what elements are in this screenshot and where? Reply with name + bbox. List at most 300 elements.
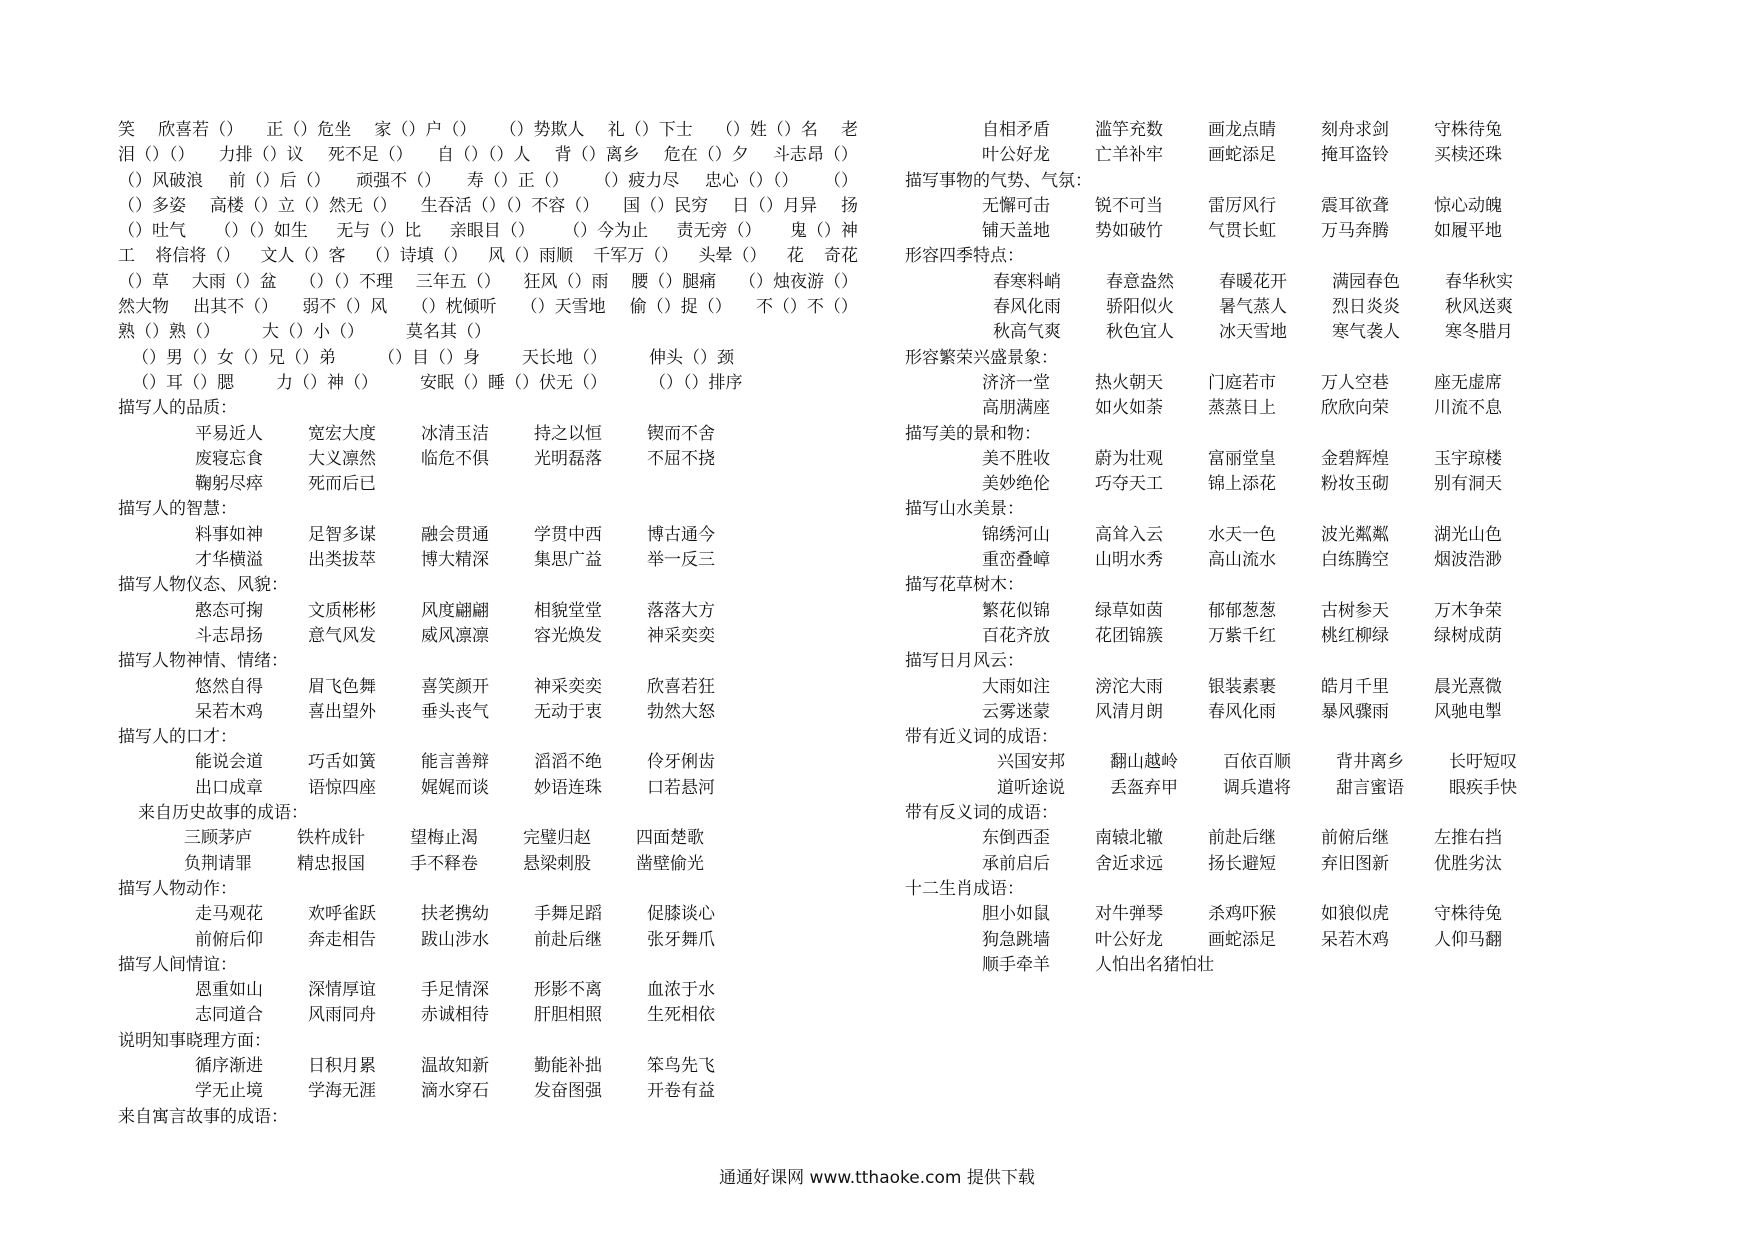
idiom-row	[118, 422, 858, 447]
idiom: 刻舟求剑	[1321, 120, 1389, 140]
idiom: 舍近求远	[1095, 853, 1163, 874]
section-heading: 带有近义词的成语：	[905, 727, 1058, 748]
idiom: 风驰电掣	[1434, 701, 1502, 722]
idiom: 能说会道	[195, 752, 263, 773]
idiom: 春风化雨	[993, 297, 1061, 318]
idiom: 自相矛盾	[982, 120, 1050, 140]
section-heading: 描写人的智慧：	[118, 499, 237, 520]
fill-blank-item: （）（）排序	[649, 372, 743, 393]
idiom: 秋风送爽	[1445, 297, 1513, 318]
section-heading: 描写人物神情、情绪：	[118, 651, 288, 672]
fill-blank-item: （）男（）女（）兄（）弟	[132, 347, 336, 368]
fill-blank-item: 鬼（）神	[789, 221, 858, 242]
idiom: 学无止境	[195, 1081, 263, 1102]
idiom: 眉飞色舞	[308, 676, 376, 697]
idiom: 百依百顺	[1223, 752, 1291, 773]
fill-blank-item: （）疲力尽	[594, 170, 680, 191]
fill-blank-item: 亲眼目（）	[449, 221, 535, 242]
idiom: 神采奕奕	[647, 625, 715, 646]
idiom: 手不释卷	[410, 853, 478, 874]
idiom-row	[905, 624, 1605, 649]
idiom: 金碧辉煌	[1321, 448, 1389, 469]
idiom: 喜笑颜开	[421, 676, 489, 697]
idiom: 学贯中西	[534, 524, 602, 545]
fill-blank-item: 然大物	[118, 297, 169, 318]
idiom: 扬长避短	[1208, 853, 1276, 874]
idiom-row	[118, 548, 858, 573]
fill-blank-item: 寿（）正（）	[466, 170, 569, 191]
idiom: 皓月千里	[1321, 676, 1389, 697]
idiom: 张牙舞爪	[647, 929, 715, 950]
fill-blank-line	[118, 320, 858, 345]
idiom: 风雨同舟	[308, 1005, 376, 1026]
idiom: 秋色宜人	[1106, 322, 1174, 343]
fill-blank-item: 危在（）夕	[663, 145, 749, 166]
idiom: 守株待兔	[1434, 120, 1502, 140]
fill-blank-item: 力排（）议	[218, 145, 304, 166]
idiom-row	[905, 295, 1605, 320]
idiom: 三顾茅庐	[184, 828, 252, 849]
section-heading: 十二生肖成语：	[905, 878, 1024, 899]
idiom: 学海无涯	[308, 1081, 376, 1102]
idiom-row	[118, 700, 858, 725]
idiom-row	[905, 447, 1605, 472]
idiom: 望梅止渴	[410, 828, 478, 849]
idiom: 鞠躬尽瘁	[195, 474, 263, 495]
idiom-row	[118, 624, 858, 649]
idiom: 料事如神	[195, 524, 263, 545]
idiom: 优胜劣汰	[1434, 853, 1502, 874]
idiom-row	[118, 472, 858, 497]
idiom: 绿草如茵	[1095, 600, 1163, 621]
fill-blank-item: 正（）危坐	[266, 120, 352, 140]
idiom: 扶老携幼	[421, 904, 489, 925]
fill-blank-item: 前（）后（）	[228, 170, 331, 191]
idiom: 画蛇添足	[1208, 145, 1276, 166]
section-heading: 描写日月风云：	[905, 651, 1024, 672]
idiom: 呆若木鸡	[1321, 929, 1389, 950]
idiom-row	[118, 447, 858, 472]
idiom: 恩重如山	[195, 980, 263, 1001]
fill-blank-item: 家（）户（）	[374, 120, 477, 140]
idiom: 平易近人	[195, 423, 263, 444]
fill-blank-item: 扬	[840, 195, 858, 216]
idiom: 滴水穿石	[421, 1081, 489, 1102]
idiom: 万马奔腾	[1321, 221, 1389, 242]
idiom-row	[118, 902, 858, 927]
idiom: 蒸蒸日上	[1208, 398, 1276, 419]
fill-blank-item: （）枕倾听	[411, 297, 497, 318]
idiom: 完璧归赵	[523, 828, 591, 849]
fill-blank-item: 高楼（）立（）然无（）	[209, 195, 397, 216]
idiom: 落落大方	[647, 600, 715, 621]
idiom: 口若悬河	[647, 777, 715, 798]
fill-blank-item: 大（）小（）	[262, 322, 364, 343]
idiom: 南辕北辙	[1095, 828, 1163, 849]
section-heading: 描写人物仪态、风貌：	[118, 575, 288, 596]
idiom: 负荆请罪	[184, 853, 252, 874]
idiom: 玉宇琼楼	[1434, 448, 1502, 469]
fill-blank-item: （）风破浪	[118, 170, 203, 191]
idiom: 喜出望外	[308, 701, 376, 722]
idiom: 守株待兔	[1434, 904, 1502, 925]
idiom: 手舞足蹈	[534, 904, 602, 925]
section-heading: 形容四季特点：	[905, 246, 1024, 267]
idiom: 银装素裹	[1208, 676, 1276, 697]
idiom-row	[118, 852, 858, 877]
idiom: 能言善辩	[421, 752, 489, 773]
idiom: 欢呼雀跃	[308, 904, 376, 925]
idiom: 意气风发	[308, 625, 376, 646]
idiom: 风清月朗	[1095, 701, 1163, 722]
idiom-row	[118, 675, 858, 700]
fill-blank-item: （）草	[118, 271, 169, 292]
idiom: 花团锦簇	[1095, 625, 1163, 646]
idiom: 美妙绝伦	[982, 474, 1050, 495]
idiom: 前俯后继	[1321, 828, 1389, 849]
idiom-row	[905, 118, 1605, 143]
fill-blank-item: 工	[118, 246, 135, 267]
idiom: 云雾迷蒙	[982, 701, 1050, 722]
idiom: 无懈可击	[982, 195, 1050, 216]
fill-blank-item: 狂风（）雨	[523, 271, 609, 292]
idiom: 烈日炎炎	[1332, 297, 1400, 318]
idiom-row	[118, 1054, 858, 1079]
idiom: 临危不俱	[421, 448, 489, 469]
idiom: 买椟还珠	[1434, 145, 1502, 166]
fill-blank-item: 力（）神（）	[276, 372, 378, 393]
idiom: 热火朝天	[1095, 372, 1163, 393]
idiom: 秋高气爽	[993, 322, 1061, 343]
fill-blank-item: 顽强不（）	[356, 170, 442, 191]
idiom: 容光焕发	[534, 625, 602, 646]
idiom: 东倒西歪	[982, 828, 1050, 849]
fill-blank-item: 欣喜若（）	[158, 120, 244, 140]
idiom-row	[905, 675, 1605, 700]
fill-blank-item: 将信将（）	[155, 246, 241, 267]
idiom: 温故知新	[421, 1055, 489, 1076]
fill-blank-item: 国（）民穷	[623, 195, 709, 216]
idiom: 山明水秀	[1095, 550, 1163, 571]
fill-blank-item: （）	[823, 170, 858, 191]
idiom-row	[118, 750, 858, 775]
fill-blank-item: 自（）（）人	[436, 145, 531, 166]
fill-blank-line	[118, 346, 858, 371]
idiom-row	[905, 826, 1605, 851]
section-heading: 描写事物的气势、气氛：	[905, 170, 1092, 191]
idiom-row	[905, 270, 1605, 295]
idiom: 语惊四座	[308, 777, 376, 798]
idiom: 狗急跳墙	[982, 929, 1050, 950]
idiom: 繁花似锦	[982, 600, 1050, 621]
idiom: 足智多谋	[308, 524, 376, 545]
idiom: 万木争荣	[1434, 600, 1502, 621]
idiom-row	[905, 320, 1605, 345]
idiom-row	[905, 700, 1605, 725]
section-heading: 来自寓言故事的成语：	[118, 1106, 288, 1127]
idiom: 杀鸡吓猴	[1208, 904, 1276, 925]
idiom: 湖光山色	[1434, 524, 1502, 545]
idiom: 晨光熹微	[1434, 676, 1502, 697]
idiom: 兴国安邦	[997, 752, 1065, 773]
section-heading: 描写美的景和物：	[905, 423, 1041, 444]
idiom: 画龙点睛	[1208, 120, 1276, 140]
idiom: 春华秋实	[1445, 271, 1513, 292]
fill-blank-item: 大雨（）盆	[191, 271, 277, 292]
idiom: 日积月累	[308, 1055, 376, 1076]
idiom: 滥竽充数	[1095, 120, 1163, 140]
fill-blank-item: 风（）雨顺	[488, 246, 573, 267]
idiom: 座无虚席	[1434, 372, 1502, 393]
idiom: 高朋满座	[982, 398, 1050, 419]
fill-blank-item: 弱不（）风	[302, 297, 388, 318]
idiom: 锐不可当	[1095, 195, 1163, 216]
idiom: 跋山涉水	[421, 929, 489, 950]
idiom: 妙语连珠	[534, 777, 602, 798]
idiom-row	[905, 371, 1605, 396]
idiom: 万紫千红	[1208, 625, 1276, 646]
idiom: 集思广益	[534, 550, 602, 571]
fill-blank-item: （）天雪地	[520, 297, 606, 318]
idiom: 呆若木鸡	[195, 701, 263, 722]
idiom: 叶公好龙	[1095, 929, 1163, 950]
idiom: 巧夺天工	[1095, 474, 1163, 495]
fill-blank-item: 出其不（）	[193, 297, 279, 318]
idiom: 废寝忘食	[195, 448, 263, 469]
idiom: 波光粼粼	[1321, 524, 1389, 545]
idiom-row	[118, 776, 858, 801]
idiom: 憨态可掬	[195, 600, 263, 621]
fill-blank-item: 莫名其（）	[406, 322, 491, 343]
idiom: 冰天雪地	[1219, 322, 1287, 343]
fill-blank-line	[118, 270, 858, 295]
idiom: 甜言蜜语	[1336, 777, 1404, 798]
fill-blank-line	[118, 118, 858, 143]
idiom-row	[118, 978, 858, 1003]
idiom: 桃红柳绿	[1321, 625, 1389, 646]
fill-blank-item: 死不足（）	[327, 145, 413, 166]
section-heading: 来自历史故事的成语：	[138, 803, 308, 824]
idiom: 美不胜收	[982, 448, 1050, 469]
idiom: 出类拔萃	[308, 550, 376, 571]
idiom: 欣喜若狂	[647, 676, 715, 697]
section-heading: 描写花草树木：	[905, 575, 1024, 596]
idiom: 勤能补拙	[534, 1055, 602, 1076]
fill-blank-line	[118, 194, 858, 219]
idiom: 春风化雨	[1208, 701, 1276, 722]
idiom: 奔走相告	[308, 929, 376, 950]
idiom-row	[118, 523, 858, 548]
fill-blank-item: 责无旁（）	[676, 221, 762, 242]
fill-blank-item: 背（）离乡	[554, 145, 640, 166]
fill-blank-line	[118, 219, 858, 244]
idiom: 顺手牵羊	[982, 954, 1050, 975]
idiom: 调兵遣将	[1223, 777, 1291, 798]
idiom: 如狼似虎	[1321, 904, 1389, 925]
idiom-row	[905, 548, 1605, 573]
idiom: 如火如荼	[1095, 398, 1163, 419]
idiom: 背井离乡	[1336, 752, 1404, 773]
idiom-row	[905, 852, 1605, 877]
idiom: 暑气蒸人	[1219, 297, 1287, 318]
idiom: 翻山越岭	[1110, 752, 1178, 773]
section-heading: 描写山水美景：	[905, 499, 1024, 520]
idiom: 悬梁刺股	[523, 853, 591, 874]
fill-blank-item: （）吐气	[118, 221, 186, 242]
idiom: 斗志昂扬	[195, 625, 263, 646]
idiom: 百花齐放	[982, 625, 1050, 646]
idiom: 才华横溢	[195, 550, 263, 571]
fill-blank-item: 花	[786, 246, 804, 267]
idiom: 锦绣河山	[982, 524, 1050, 545]
idiom-row	[905, 750, 1605, 775]
idiom: 烟波浩渺	[1434, 550, 1502, 571]
idiom: 凿壁偷光	[636, 853, 704, 874]
idiom: 高耸入云	[1095, 524, 1163, 545]
idiom: 不屈不挠	[647, 448, 715, 469]
idiom: 铁杵成针	[297, 828, 365, 849]
idiom: 神采奕奕	[534, 676, 602, 697]
idiom: 持之以恒	[534, 423, 602, 444]
idiom: 寒气袭人	[1332, 322, 1400, 343]
fill-blank-item: （）（）如生	[214, 221, 308, 242]
fill-blank-item: 头晕（）	[698, 246, 767, 267]
idiom: 生死相依	[647, 1005, 715, 1026]
idiom-row	[905, 143, 1605, 168]
footer-text: 通通好课网 www.tthaoke.com 提供下载	[719, 1168, 1035, 1188]
idiom: 万人空巷	[1321, 372, 1389, 393]
idiom: 丢盔弃甲	[1110, 777, 1178, 798]
fill-blank-item: 千军万（）	[593, 246, 679, 267]
idiom-row	[905, 219, 1605, 244]
section-heading: 形容繁荣兴盛景象：	[905, 347, 1058, 368]
idiom: 济济一堂	[982, 372, 1050, 393]
idiom: 眼疾手快	[1449, 777, 1517, 798]
fill-blank-item: （）姓（）名	[715, 120, 818, 140]
idiom: 死而后已	[308, 474, 376, 495]
idiom: 光明磊落	[534, 448, 602, 469]
idiom-row	[118, 1079, 858, 1104]
idiom: 博大精深	[421, 550, 489, 571]
fill-blank-item: 斗志昂（）	[772, 145, 858, 166]
idiom: 前赴后继	[534, 929, 602, 950]
idiom: 巧舌如簧	[308, 752, 376, 773]
idiom: 惊心动魄	[1434, 195, 1502, 216]
fill-blank-item: （）多姿	[118, 195, 186, 216]
idiom: 锦上添花	[1208, 474, 1276, 495]
idiom: 勃然大怒	[647, 701, 715, 722]
fill-blank-item: 礼（）下士	[607, 120, 693, 140]
fill-blank-line	[118, 169, 858, 194]
fill-blank-item: 天长地（）	[522, 347, 607, 368]
idiom: 水天一色	[1208, 524, 1276, 545]
fill-blank-item: 文人（）客	[260, 246, 346, 267]
fill-blank-item: 生吞活（）（）不容（）	[420, 195, 600, 216]
idiom: 大雨如注	[982, 676, 1050, 697]
idiom-row	[905, 776, 1605, 801]
fill-blank-item: 安眠（）睡（）伏无（）	[420, 372, 607, 393]
idiom: 蔚为壮观	[1095, 448, 1163, 469]
idiom: 古树参天	[1321, 600, 1389, 621]
fill-blank-item: （）烛夜游（）	[739, 271, 858, 292]
idiom: 志同道合	[195, 1005, 263, 1026]
idiom-row	[905, 194, 1605, 219]
idiom-row	[905, 928, 1605, 953]
fill-blank-item: 老	[840, 120, 858, 140]
idiom: 如履平地	[1434, 221, 1502, 242]
idiom: 掩耳盗铃	[1321, 145, 1389, 166]
idiom: 博古通今	[647, 524, 715, 545]
idiom: 满园春色	[1332, 271, 1400, 292]
idiom: 威风凛凛	[421, 625, 489, 646]
idiom: 承前启后	[982, 853, 1050, 874]
idiom: 文质彬彬	[308, 600, 376, 621]
idiom: 白练腾空	[1321, 550, 1389, 571]
fill-blank-item: 泪（）（）	[118, 145, 195, 166]
idiom-row	[905, 599, 1605, 624]
section-heading: 描写人的口才：	[118, 727, 237, 748]
idiom: 欣欣向荣	[1321, 398, 1389, 419]
fill-blank-item: 日（）月异	[732, 195, 818, 216]
section-heading: 描写人物动作：	[118, 878, 237, 899]
idiom: 宽宏大度	[308, 423, 376, 444]
idiom: 道听途说	[997, 777, 1065, 798]
fill-blank-item: （）势欺人	[499, 120, 585, 140]
idiom: 画蛇添足	[1208, 929, 1276, 950]
idiom: 手足情深	[421, 980, 489, 1001]
idiom: 悠然自得	[195, 676, 263, 697]
idiom: 精忠报国	[297, 853, 365, 874]
idiom: 弃旧图新	[1321, 853, 1389, 874]
idiom-row	[118, 928, 858, 953]
idiom: 郁郁葱葱	[1208, 600, 1276, 621]
idiom: 绿树成荫	[1434, 625, 1502, 646]
idiom-row	[905, 472, 1605, 497]
fill-blank-item: 三年五（）	[415, 271, 501, 292]
idiom: 无动于衷	[534, 701, 602, 722]
idiom: 垂头丧气	[421, 701, 489, 722]
idiom-row	[905, 396, 1605, 421]
idiom: 势如破竹	[1095, 221, 1163, 242]
idiom: 铺天盖地	[982, 221, 1050, 242]
fill-blank-item: （）今为止	[563, 221, 649, 242]
fill-blank-item: 伸头（）颈	[649, 347, 734, 368]
idiom: 促膝谈心	[647, 904, 715, 925]
fill-blank-item: 无与（）比	[336, 221, 422, 242]
idiom: 前赴后继	[1208, 828, 1276, 849]
idiom: 走马观花	[195, 904, 263, 925]
fill-blank-item: 不（）不（）	[755, 297, 858, 318]
fill-blank-item: 忠心（）（）	[704, 170, 799, 191]
idiom: 雷厉风行	[1208, 195, 1276, 216]
idiom: 肝胆相照	[534, 1005, 602, 1026]
idiom-row	[905, 953, 1605, 978]
idiom: 亡羊补牢	[1095, 145, 1163, 166]
idiom: 深情厚谊	[308, 980, 376, 1001]
left-column	[118, 118, 858, 1130]
fill-blank-line	[118, 244, 858, 269]
idiom: 发奋图强	[534, 1081, 602, 1102]
idiom: 粉妆玉砌	[1321, 474, 1389, 495]
idiom: 春寒料峭	[993, 271, 1061, 292]
idiom: 大义凛然	[308, 448, 376, 469]
idiom: 震耳欲聋	[1321, 195, 1389, 216]
idiom: 左推右挡	[1434, 828, 1502, 849]
fill-blank-item: 熟（）熟（）	[118, 322, 220, 343]
idiom-row	[118, 599, 858, 624]
section-heading: 描写人间情谊：	[118, 954, 237, 975]
section-heading: 带有反义词的成语：	[905, 803, 1058, 824]
